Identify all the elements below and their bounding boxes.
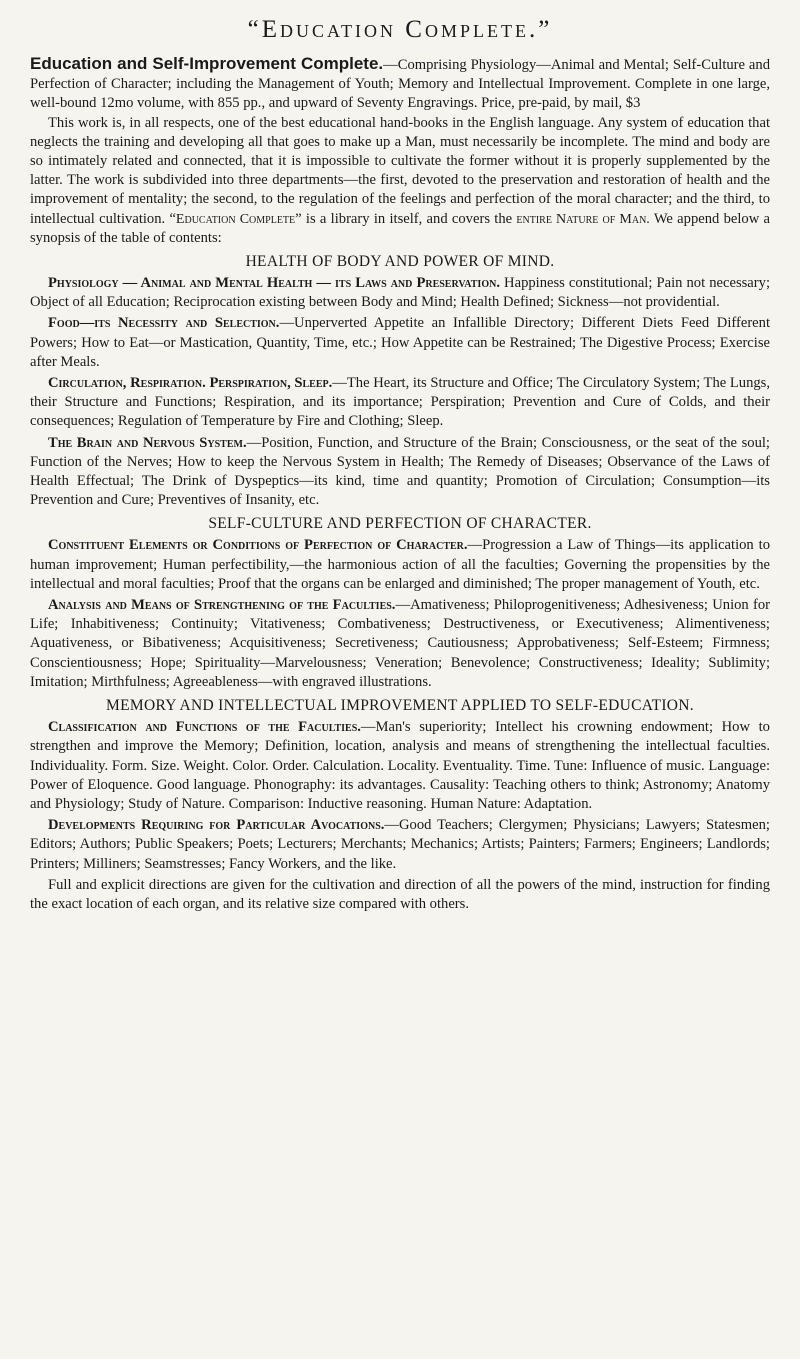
contents-item <box>30 274 770 312</box>
item-text: —Amativeness; Philoprogenitiveness; Adhesiveness; Union for Life; Inhabitiveness; Continuity; Vitativeness; Combativeness; Destructiveness, or Executiveness; Alimentiveness; Aquativeness, or Bibativeness; Acquisitiveness; Secretiveness; Cautiousness; Approbativeness; Self-Esteem; Firmness; Conscientiousness; Hope; Spirituality—Marvelousness; Veneration; Benevolence; Constructiveness; Ideality; Sublimity; Imitation; Mirthfulness; Agreeableness—with engraved illustrations. <box>30 597 770 690</box>
item-text: Happiness constitutional; Pain not necessary; Object of all Education; Reciprocation existing between Body and Mind; Health Defined; Sickness—not providential. <box>30 275 770 311</box>
item-heading: Circulation, Respiration. Perspiration, Sleep. <box>48 375 333 392</box>
contents-item <box>30 596 770 692</box>
item-heading: Physiology — Animal and Mental Health — its Laws and Preservation. <box>48 275 500 292</box>
book-intro <box>30 54 770 114</box>
item-text: —Man's superiority; Intellect his crowning endowment; How to strengthen and improve the Memory; Definition, location, analysis and means of strengthening the intellectual faculties. Individuality. Form. Size. Weight. Color. Order. Calculation. Locality. Eventuality. Time. Tune: Influence of music. Language: Power of Eloquence. Good language. Phonography: its advantages. Causality: Teaching others to think; Astronomy; Anatomy and Physiology; Study of Nature. Comparison: Inductive reasoning. Human Nature: Adaptation. <box>30 719 770 812</box>
item-text: —Position, Function, and Structure of the Brain; Consciousness, or the seat of the soul; Function of the Nerves; How to keep the Nervous System in Health; The Remedy of Diseases; Observance of the Laws of Health Effectual; The Drink of Dyspeptics—its kind, time and quantity; Promotion of Circulation; Consumption—its Prevention and Cure; Preventives of Insanity, etc. <box>30 434 770 509</box>
item-text: —Unperverted Appetite an Infallible Directory; Different Diets Feed Different Powers; How to Eat—or Mastication, Quantity, Time, etc.; How Appetite can be Restrained; The Digestive Process; Exercise after Meals. <box>30 315 771 370</box>
contents-item <box>30 718 770 814</box>
document-page <box>30 0 770 914</box>
contents-item <box>30 536 770 594</box>
contents-item <box>30 816 770 874</box>
item-heading: Developments Requiring for Particular Avocations. <box>48 817 385 834</box>
closing-paragraph: Full and explicit directions are given for the cultivation and direction of all the powers of the mind, instruction for finding the exact location of each organ, and its relative size compared with others. <box>30 876 770 912</box>
section-heading-health: HEALTH OF BODY AND POWER OF MIND. <box>245 253 555 271</box>
description-emphasis: entire Nature of Man. <box>516 211 650 227</box>
description-part-1: This work is, in all respects, one of the best educational hand-books in the English language. Any system of education that neglects the training and developing all that goes to make up a Man, must necessarily be incomplete. The mind and body are so intimately related and connected, that it is impossible to cultivate the former without it is properly supplemented by the latter. The work is subdivided into three departments—the first, devoted to the preservation and restoration of health and the improvement of mentality; the second, to the regulation of the feelings and perfection of the moral character; and the third, to intellectual cultivation. “ <box>30 114 770 227</box>
description-title-ref: Education Complete <box>175 211 296 227</box>
item-heading: Analysis and Means of Strengthening of the Faculties. <box>48 597 396 614</box>
contents-item <box>30 374 770 432</box>
contents-item <box>30 434 770 511</box>
book-title: Education and Self-Improvement Complete. <box>30 54 384 73</box>
description-part-3: We append below a synopsis of the table of contents: <box>30 210 771 246</box>
section-heading-memory: MEMORY AND INTELLECTUAL IMPROVEMENT APPLIED TO SELF-EDUCATION. <box>106 697 694 715</box>
item-text: —Good Teachers; Clergymen; Physicians; Lawyers; Statesmen; Editors; Authors; Public Speakers; Poets; Lecturers; Merchants; Mechanics; Artists; Painters; Farmers; Engineers; Landlords; Printers; Milliners; Seamstresses; Fancy Workers, and the like. <box>30 817 770 872</box>
item-text: —Progression a Law of Things—its application to human improvement; Human perfectibility,—the harmonious action of all the faculties; Governing the propensities by the intellectual and moral faculties; Proof that the organs can be enlarged and diminished; The proper management of Youth, etc. <box>30 537 771 592</box>
section-heading-self-culture: SELF-CULTURE AND PERFECTION OF CHARACTER. <box>208 515 592 533</box>
item-text: —The Heart, its Structure and Office; The Circulatory System; The Lungs, their Structure and Functions; Respiration, and its importance; Perspiration; Prevention and Cure of Colds, and their consequences; Regulation of Temperature by Fire and Clothing; Sleep. <box>30 375 771 430</box>
contents-item <box>30 314 770 372</box>
page-title: “Education Complete.” <box>247 16 553 43</box>
item-heading: Constituent Elements or Conditions of Perfection of Character. <box>48 537 468 554</box>
item-heading: The Brain and Nervous System. <box>48 434 247 451</box>
item-heading: Classification and Functions of the Faculties. <box>48 719 361 736</box>
book-intro-text: —Comprising Physiology—Animal and Mental; Self-Culture and Perfection of Character; including the Management of Youth; Memory and Intellectual Improvement. Complete in one large, well-bound 12mo volume, with 855 pp., and upward of Seventy Engravings. Price, pre-paid, by mail, $3 <box>30 57 771 112</box>
description-part-2: ” is a library in itself, and covers the <box>295 210 517 227</box>
book-description <box>30 114 770 248</box>
item-heading: Food—its Necessity and Selection. <box>48 315 280 332</box>
